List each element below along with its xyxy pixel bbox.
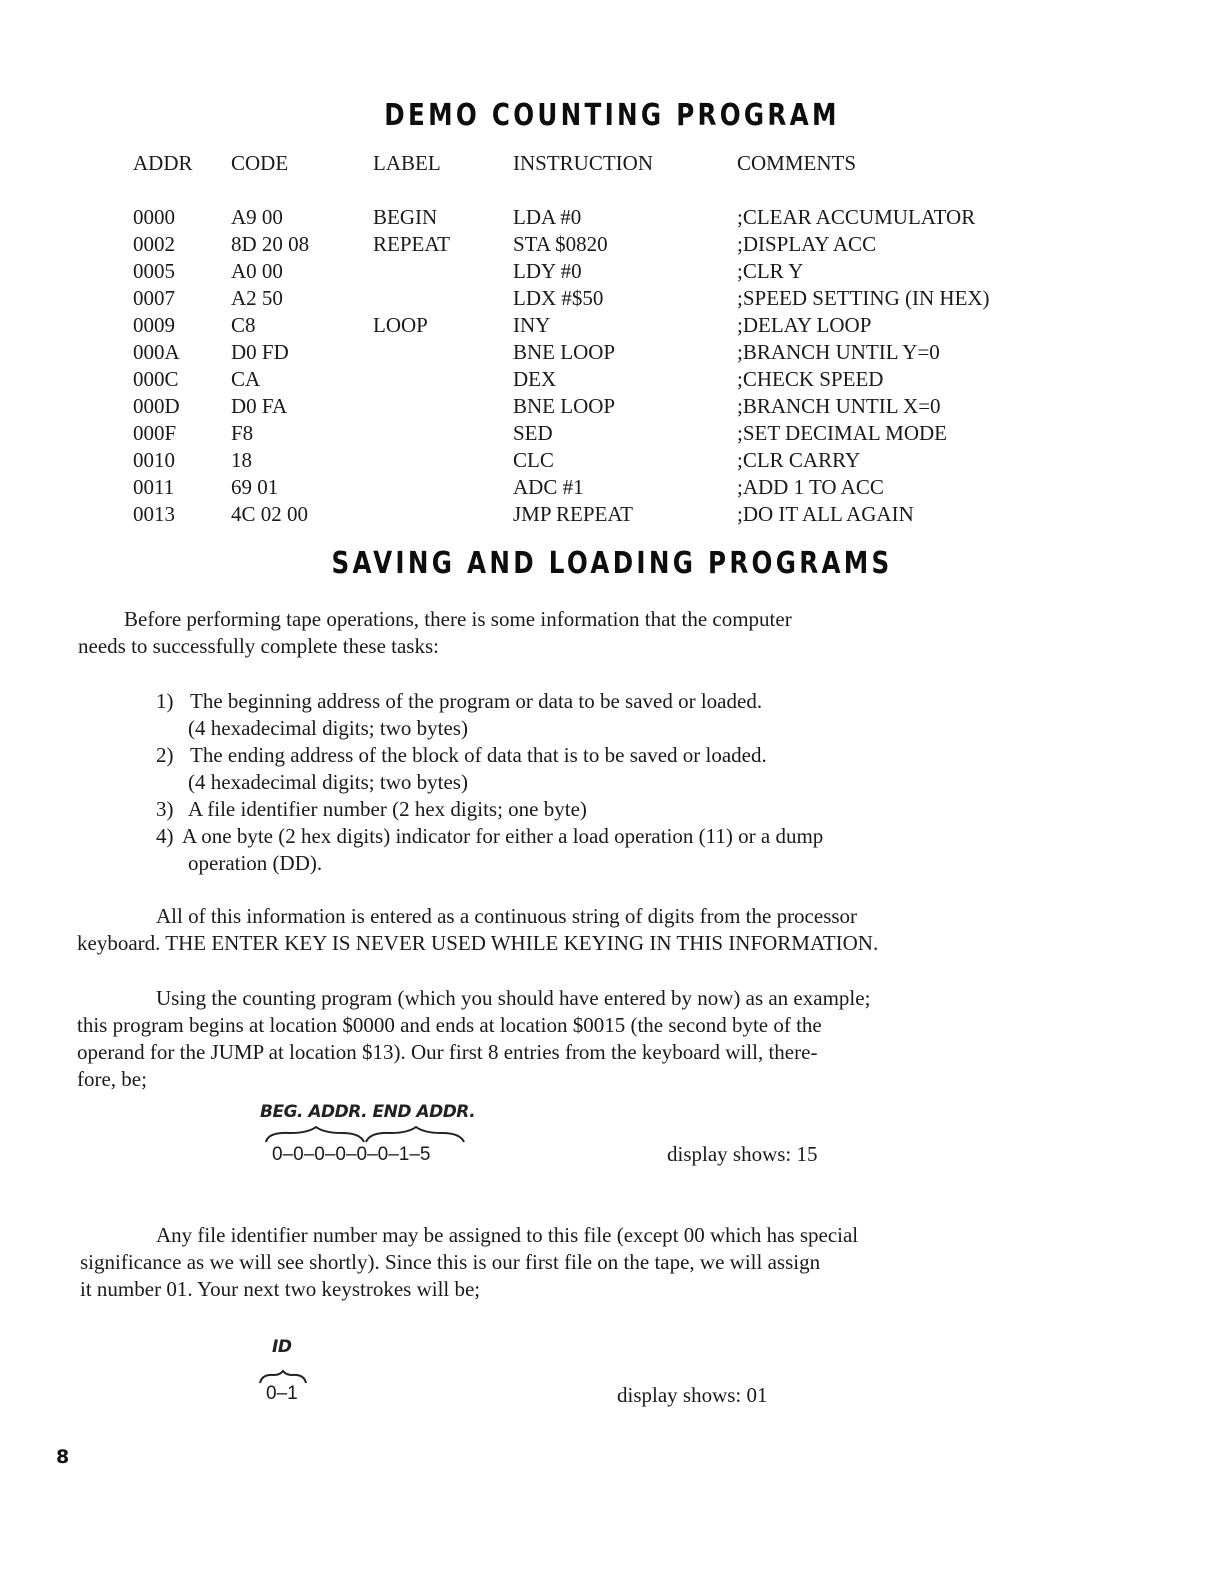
cell-comment: ;ADD 1 TO ACC [737,475,884,499]
cell-instruction: LDA #0 [513,205,582,229]
table-row [133,231,1053,258]
cell-addr: 0000 [133,205,175,229]
table-header-row [133,150,1053,177]
handwritten-address-label: BEG. ADDR. END ADDR. [260,1102,476,1122]
table-row [133,447,1053,474]
cell-instruction: STA $0820 [513,232,608,256]
cell-comment: ;DELAY LOOP [737,313,872,337]
display-readout-1: display shows: 15 [667,1142,818,1166]
cell-label: LOOP [373,313,428,337]
list-item-text-continued: operation (DD). [188,851,323,875]
table-row [133,366,1053,393]
demo-program-heading: DEMO COUNTING PROGRAM [384,98,840,133]
cell-addr: 0011 [133,475,175,499]
paragraph-3-line-1: Using the counting program (which you should have entered by now) as an example; [156,986,871,1010]
keystroke-sequence-2: 0–1 [266,1383,298,1404]
list-item-number: 4) [156,824,174,848]
list-item-text: A one byte (2 hex digits) indicator for either a load operation (11) or a dump [182,824,824,848]
paragraph-3-line-2: this program begins at location $0000 and ends at location $0015 (the second byte of the [77,1013,822,1037]
cell-instruction: SED [513,421,553,445]
paragraph-4-line-1: Any file identifier number may be assigned to this file (except 00 which has special [156,1223,859,1247]
paragraph-3-line-3: operand for the JUMP at location $13). Our first 8 entries from the keyboard will, there- [77,1040,818,1064]
cell-code: A9 00 [231,205,283,229]
cell-instruction: ADC #1 [513,475,584,499]
cell-addr: 000A [133,340,180,364]
cell-addr: 0009 [133,313,175,337]
table-row [133,393,1053,420]
cell-comment: ;CLR Y [737,259,804,283]
column-header-label: LABEL [373,151,441,175]
cell-code: 18 [231,448,252,472]
cell-code: F8 [231,421,254,445]
cell-label: BEGIN [373,205,438,229]
column-header-addr: ADDR [133,151,193,175]
cell-instruction: BNE LOOP [513,340,616,364]
table-row [133,474,1053,501]
saving-loading-heading: SAVING AND LOADING PROGRAMS [331,546,893,581]
intro-line-2: needs to successfully complete these tasks: [78,634,439,658]
code-listing-table [133,150,1053,528]
cell-addr: 0002 [133,232,175,256]
column-header-comments: COMMENTS [737,151,857,175]
list-item-text: A file identifier number (2 hex digits; one byte) [188,797,587,821]
cell-code: D0 FA [231,394,288,418]
cell-addr: 0005 [133,259,175,283]
cell-instruction: INY [513,313,551,337]
cell-comment: ;DO IT ALL AGAIN [737,502,914,526]
paragraph-2-line-2: keyboard. THE ENTER KEY IS NEVER USED WHILE KEYING IN THIS INFORMATION. [77,931,879,955]
table-row [133,312,1053,339]
paragraph-4-line-2: significance as we will see shortly). Since this is our first file on the tape, we will assign [80,1250,821,1274]
cell-instruction: CLC [513,448,554,472]
column-header-code: CODE [231,151,289,175]
cell-comment: ;SPEED SETTING (IN HEX) [737,286,990,310]
paragraph-2-line-1: All of this information is entered as a continuous string of digits from the processor [156,904,858,928]
cell-addr: 000F [133,421,177,445]
cell-instruction: BNE LOOP [513,394,616,418]
cell-comment: ;SET DECIMAL MODE [737,421,947,445]
cell-code: 69 01 [231,475,279,499]
cell-addr: 000D [133,394,180,418]
cell-comment: ;DISPLAY ACC [737,232,877,256]
list-item-text: The ending address of the block of data that is to be saved or loaded. [190,743,767,767]
page-number: 8 [56,1446,70,1468]
table-row [133,501,1053,528]
cell-code: 8D 20 08 [231,232,310,256]
cell-instruction: LDX #$50 [513,286,604,310]
cell-comment: ;BRANCH UNTIL X=0 [737,394,941,418]
cell-code: C8 [231,313,256,337]
cell-addr: 0013 [133,502,175,526]
paragraph-3-line-4: fore, be; [77,1067,147,1091]
list-item-text: The beginning address of the program or data to be saved or loaded. [190,689,763,713]
paragraph-4-line-3: it number 01. Your next two keystrokes will be; [80,1277,481,1301]
table-row [133,285,1053,312]
cell-instruction: DEX [513,367,557,391]
list-item-text-continued: (4 hexadecimal digits; two bytes) [188,770,468,794]
intro-line-1: Before performing tape operations, there is some information that the computer [124,607,792,631]
cell-comment: ;BRANCH UNTIL Y=0 [737,340,940,364]
list-item-number: 3) [156,797,174,821]
handwritten-id-label: ID [272,1337,292,1357]
table-row [133,420,1053,447]
cell-comment: ;CLEAR ACCUMULATOR [737,205,976,229]
cell-code: CA [231,367,261,391]
cell-addr: 000C [133,367,179,391]
code-rows [133,204,1053,528]
cell-instruction: JMP REPEAT [513,502,634,526]
table-row [133,258,1053,285]
display-readout-2: display shows: 01 [617,1383,768,1407]
cell-label: REPEAT [373,232,451,256]
cell-comment: ;CHECK SPEED [737,367,884,391]
cell-instruction: LDY #0 [513,259,582,283]
cell-comment: ;CLR CARRY [737,448,861,472]
table-row [133,339,1053,366]
cell-code: 4C 02 00 [231,502,309,526]
list-item-number: 2) [156,743,174,767]
keystroke-sequence-1: 0–0–0–0–0–0–1–5 [272,1144,431,1165]
cell-addr: 0010 [133,448,175,472]
table-row [133,204,1053,231]
cell-code: D0 FD [231,340,289,364]
column-header-instruction: INSTRUCTION [513,151,653,175]
cell-code: A2 50 [231,286,283,310]
handwritten-brace-icon [262,1126,472,1146]
cell-addr: 0007 [133,286,175,310]
list-item-text-continued: (4 hexadecimal digits; two bytes) [188,716,468,740]
list-item-number: 1) [156,689,174,713]
cell-code: A0 00 [231,259,283,283]
